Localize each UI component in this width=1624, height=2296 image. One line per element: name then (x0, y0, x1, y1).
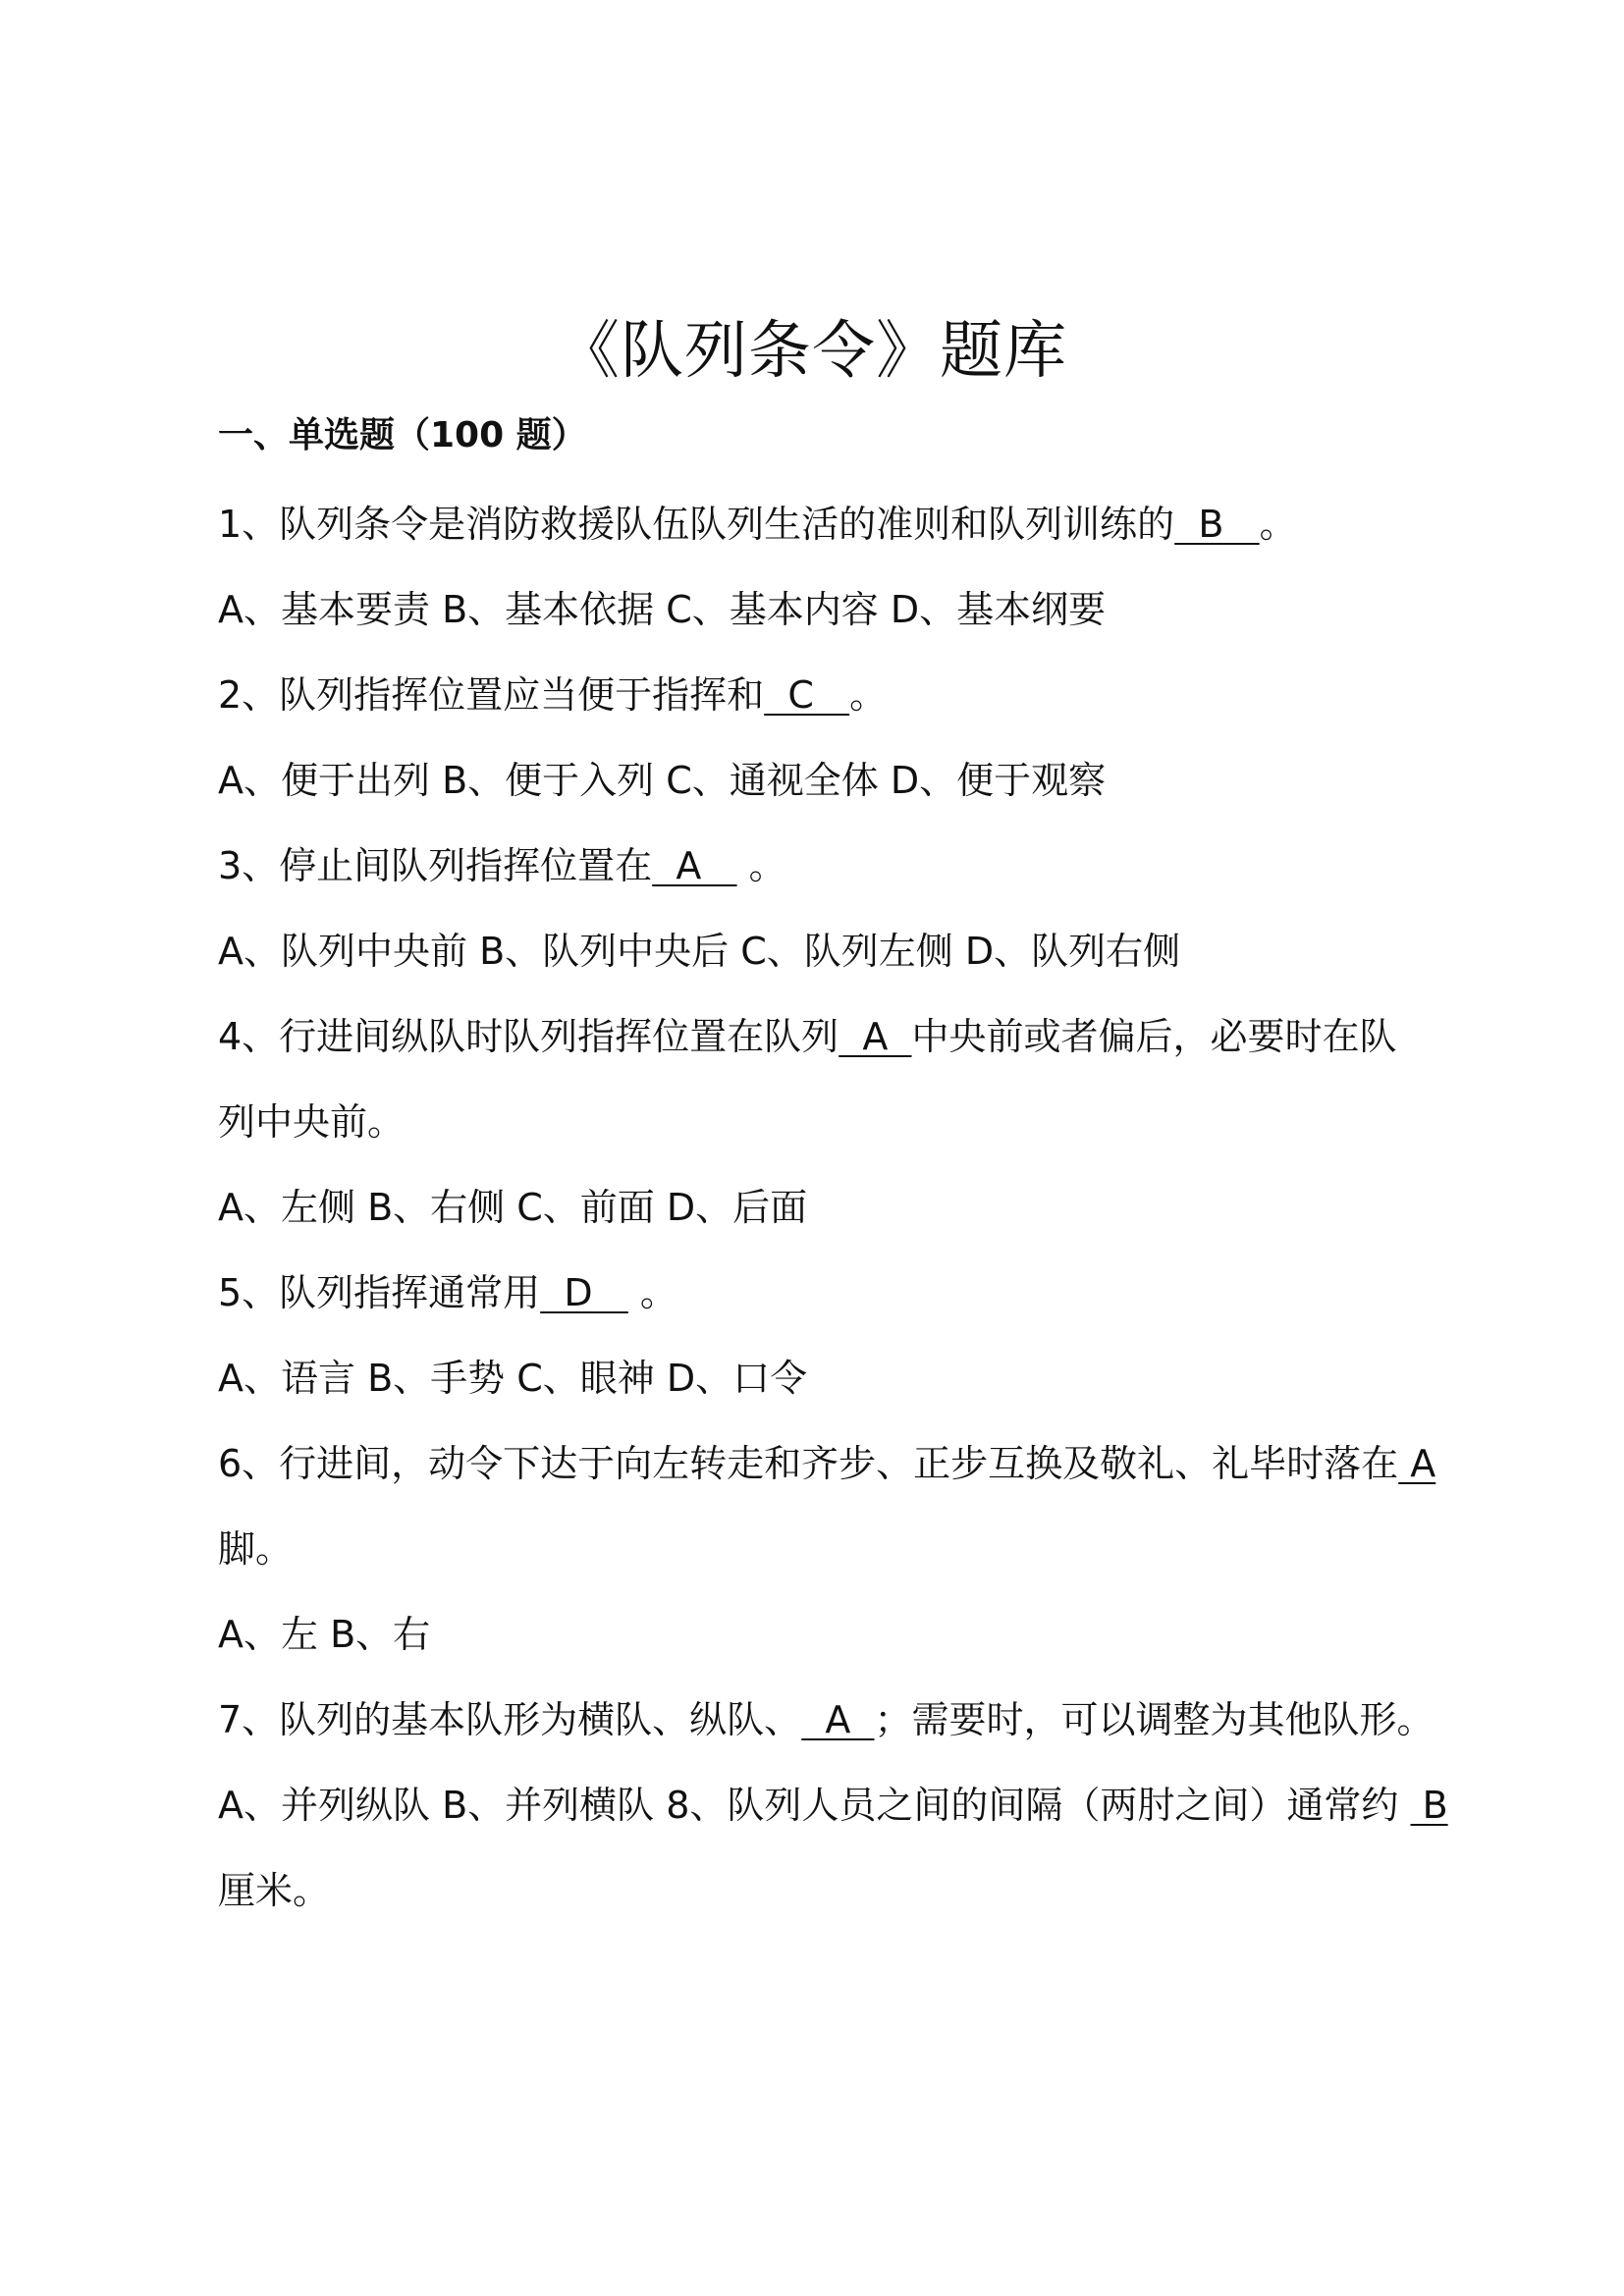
line-text: 4、行进间纵队时队列指挥位置在队列 (218, 1015, 839, 1058)
options-line (218, 1353, 1435, 1404)
section-heading: 一、单选题（100 题） (218, 415, 587, 455)
options-and-question-line (218, 1780, 1448, 1831)
line-text-after: 。 (627, 1271, 677, 1314)
line-text-after: 。 (849, 673, 888, 717)
question-line (218, 1694, 1435, 1745)
question-line-continued (218, 1865, 1435, 1916)
question-line-continued (218, 1096, 1435, 1148)
line-text-after: 中央前或者偏后，必要时在队 (911, 1015, 1397, 1058)
line-text: 脚。 (218, 1527, 294, 1571)
question-line (218, 669, 1435, 721)
options-line (218, 755, 1435, 806)
options-line (218, 1182, 1435, 1233)
answer-blank: C (764, 673, 850, 717)
options-line (218, 926, 1435, 977)
line-text: 7、队列的基本队形为横队、纵队、 (218, 1698, 802, 1741)
question-line (218, 499, 1435, 550)
options-line (218, 584, 1435, 635)
answer-blank: A (839, 1015, 912, 1058)
line-text: 厘米。 (218, 1869, 331, 1912)
question-line (218, 1011, 1435, 1062)
line-text-after: 。 (1259, 503, 1297, 546)
line-text: 5、队列指挥通常用 (218, 1271, 541, 1314)
answer-blank: A (1398, 1442, 1436, 1485)
line-text: A、左侧 B、右侧 C、前面 D、后面 (218, 1186, 808, 1229)
document-title: 《队列条令》题库 (557, 315, 1067, 388)
line-text: 3、停止间队列指挥位置在 (218, 844, 653, 887)
line-text: 6、行进间，动令下达于向左转走和齐步、正步互换及敬礼、礼毕时落在 (218, 1442, 1399, 1485)
line-text: A、便于出列 B、便于入列 C、通视全体 D、便于观察 (218, 759, 1107, 802)
line-text: A、基本要责 B、基本依据 C、基本内容 D、基本纲要 (218, 588, 1107, 631)
question-line (218, 840, 1435, 891)
answer-blank: B (1410, 1784, 1448, 1827)
answer-blank: B (1174, 503, 1260, 546)
line-text: 1、队列条令是消防救援队伍队列生活的准则和队列训练的 (218, 503, 1175, 546)
answer-blank: A (652, 844, 737, 887)
answer-blank: D (540, 1271, 628, 1314)
question-line (218, 1438, 1435, 1489)
line-text: A、语言 B、手势 C、眼神 D、口令 (218, 1357, 808, 1400)
options-line (218, 1609, 1435, 1660)
line-text: 2、队列指挥位置应当便于指挥和 (218, 673, 765, 717)
line-text: A、队列中央前 B、队列中央后 C、队列左侧 D、队列右侧 (218, 930, 1181, 973)
line-text: 列中央前。 (218, 1100, 406, 1144)
line-text: A、并列纵队 B、并列横队 8、队列人员之间的间隔（两肘之间）通常约 (218, 1784, 1411, 1827)
line-text: A、左 B、右 (218, 1613, 431, 1656)
line-text-after: 。 (736, 844, 786, 887)
answer-blank: A (801, 1698, 875, 1741)
question-line-continued (218, 1523, 1435, 1575)
question-line (218, 1267, 1435, 1318)
line-text-after: ；需要时，可以调整为其他队形。 (874, 1698, 1435, 1741)
